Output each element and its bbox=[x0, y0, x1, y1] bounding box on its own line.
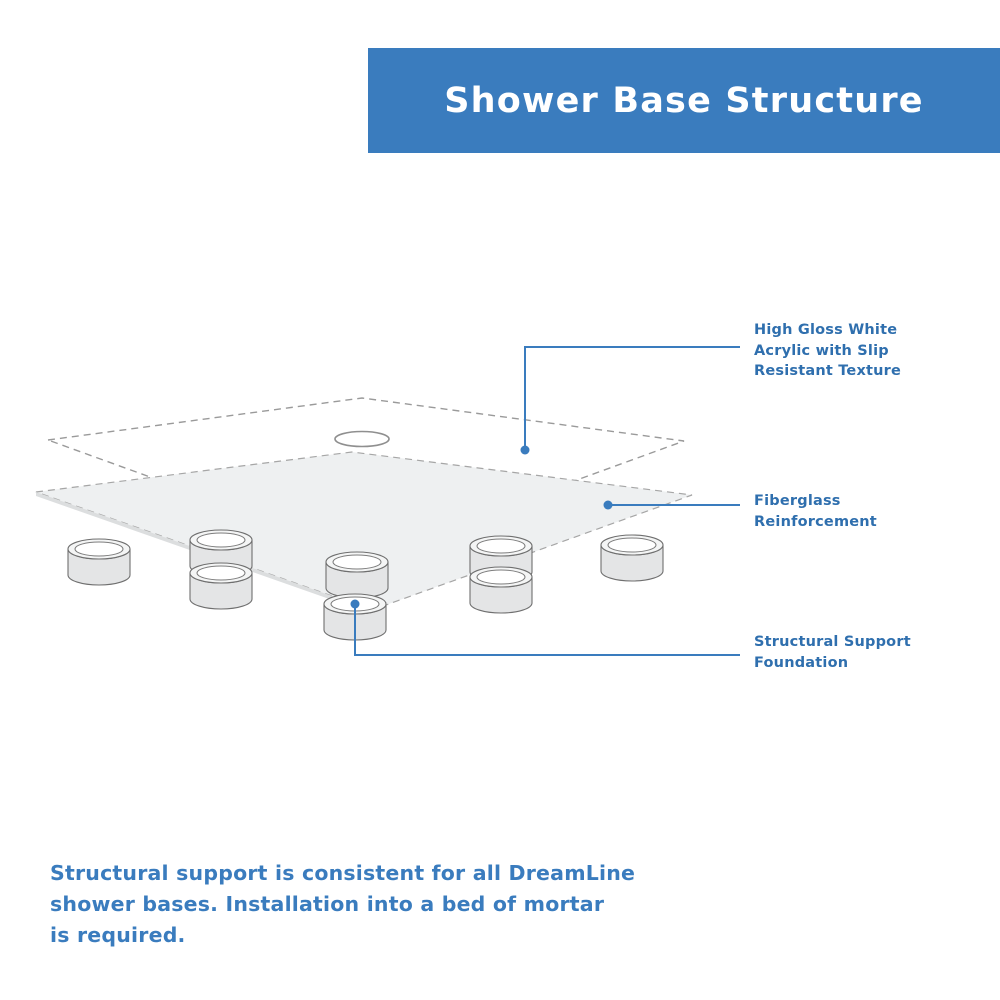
leader-dot-support bbox=[351, 600, 360, 609]
support-ring bbox=[470, 567, 532, 613]
support-ring bbox=[470, 536, 532, 582]
support-ring bbox=[326, 552, 388, 598]
support-ring bbox=[190, 530, 252, 576]
acrylic-top-layer bbox=[48, 398, 684, 556]
callout-acrylic-line2: Acrylic with Slip bbox=[754, 342, 889, 359]
header-banner bbox=[368, 48, 1000, 153]
fiberglass-panel bbox=[36, 452, 692, 610]
fiberglass-layer bbox=[36, 452, 692, 614]
callout-structural-support bbox=[754, 632, 964, 673]
support-ring bbox=[68, 539, 130, 585]
structural-support-rings bbox=[68, 530, 663, 640]
acrylic-panel-outline bbox=[48, 398, 684, 556]
footnote-line2: shower bases. Installation into a bed of mortar bbox=[50, 892, 605, 917]
footnote-text bbox=[50, 858, 690, 951]
footnote-line3: is required. bbox=[50, 923, 186, 948]
support-ring bbox=[601, 535, 663, 581]
leader-line-acrylic bbox=[525, 347, 740, 450]
callout-acrylic-line1: High Gloss White bbox=[754, 322, 898, 338]
callout-fiberglass bbox=[754, 491, 954, 532]
leader-lines bbox=[351, 347, 741, 655]
footnote-line1: Structural support is consistent for all DreamLine bbox=[50, 861, 636, 885]
callout-fiberglass-line2: Reinforcement bbox=[754, 513, 877, 530]
fiberglass-panel-edge bbox=[36, 492, 372, 614]
page-title: Shower Base Structure bbox=[444, 80, 924, 121]
drain-opening-icon bbox=[335, 432, 389, 447]
support-ring bbox=[324, 594, 386, 640]
callout-fiberglass-line1: Fiberglass bbox=[754, 493, 841, 509]
leader-dot-acrylic bbox=[521, 446, 530, 455]
callout-acrylic-line3: Resistant Texture bbox=[754, 363, 902, 380]
leader-dot-fiberglass bbox=[604, 501, 613, 510]
callout-support-line1: Structural Support bbox=[754, 634, 911, 650]
callout-acrylic-surface bbox=[754, 320, 954, 382]
leader-line-support bbox=[355, 604, 740, 655]
callout-support-line2: Foundation bbox=[754, 654, 849, 671]
support-ring bbox=[190, 563, 252, 609]
